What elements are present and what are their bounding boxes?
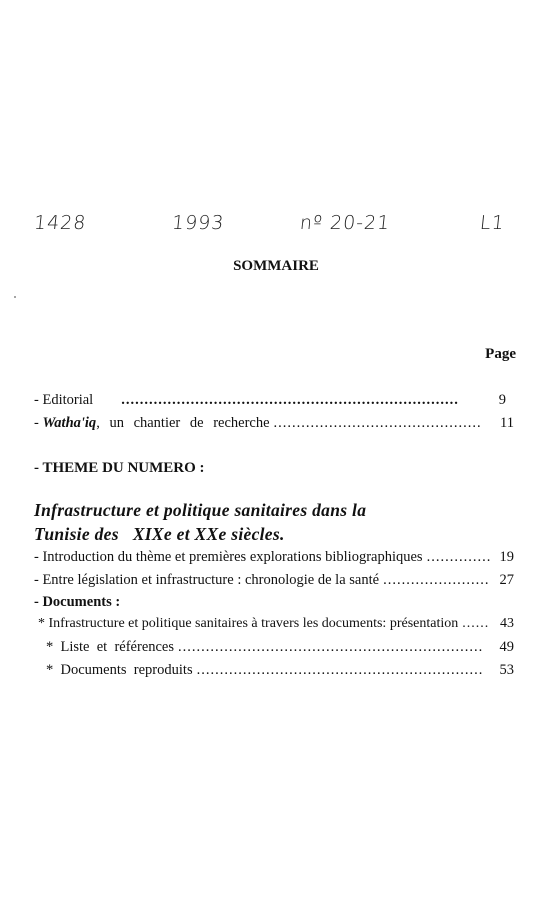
page-column-header: Page (485, 346, 516, 362)
theme-heading: - THEME DU NUMERO : (34, 460, 205, 476)
handwritten-mark: L1 (478, 212, 506, 234)
toc-page: 27 (499, 572, 514, 588)
theme-title-line2: Tunisie des XIXe et XXe siècles. (34, 524, 285, 544)
toc-label: * Infrastructure et politique sanitaires à travers les documents: présentation (38, 616, 459, 631)
toc-entry-editorial[interactable] (34, 392, 506, 409)
toc-label: - Introduction du thème et premières explorations bibliographiques (34, 549, 423, 565)
toc-entry-liste[interactable] (46, 639, 514, 656)
paper-speck (14, 296, 16, 298)
theme-title-line1: Infrastructure et politique sanitaires dans la (34, 500, 367, 520)
toc-page: 19 (499, 549, 514, 565)
toc-leader (462, 616, 490, 632)
handwritten-number: nº 20-21 (298, 212, 392, 234)
toc-prefix: - (34, 392, 43, 408)
toc-leader (274, 415, 480, 432)
toc-page: 9 (498, 392, 506, 408)
toc-label: - Entre législation et infrastructure : chronologie de la santé (34, 572, 380, 588)
toc-prefix: - (34, 415, 43, 431)
toc-label: * Documents reproduits (46, 662, 193, 678)
toc-page: 43 (500, 616, 514, 631)
handwritten-code: 1428 (32, 212, 88, 234)
toc-label: Editorial (42, 392, 94, 408)
toc-leader (427, 549, 490, 566)
toc-label: * Liste et références (46, 639, 175, 655)
documents-heading: - Documents : (34, 594, 121, 610)
toc-emph: Watha'iq (42, 415, 97, 431)
toc-label: , un chantier de recherche (96, 415, 270, 431)
toc-entry-chronologie[interactable] (34, 572, 514, 589)
toc-leader (178, 639, 482, 656)
toc-page: 11 (500, 415, 514, 431)
toc-entry-introduction[interactable] (34, 549, 514, 566)
toc-page: 53 (499, 662, 514, 678)
toc-entry-presentation[interactable] (38, 616, 514, 632)
toc-leader (121, 392, 458, 409)
page-title: SOMMAIRE (233, 258, 319, 274)
toc-leader (383, 572, 490, 589)
toc-entry-wathaiq[interactable] (34, 415, 514, 432)
toc-entry-documents-reproduits[interactable] (46, 662, 514, 679)
toc-page: 49 (499, 639, 514, 655)
toc-leader (197, 662, 482, 679)
handwritten-year: 1993 (170, 212, 226, 234)
